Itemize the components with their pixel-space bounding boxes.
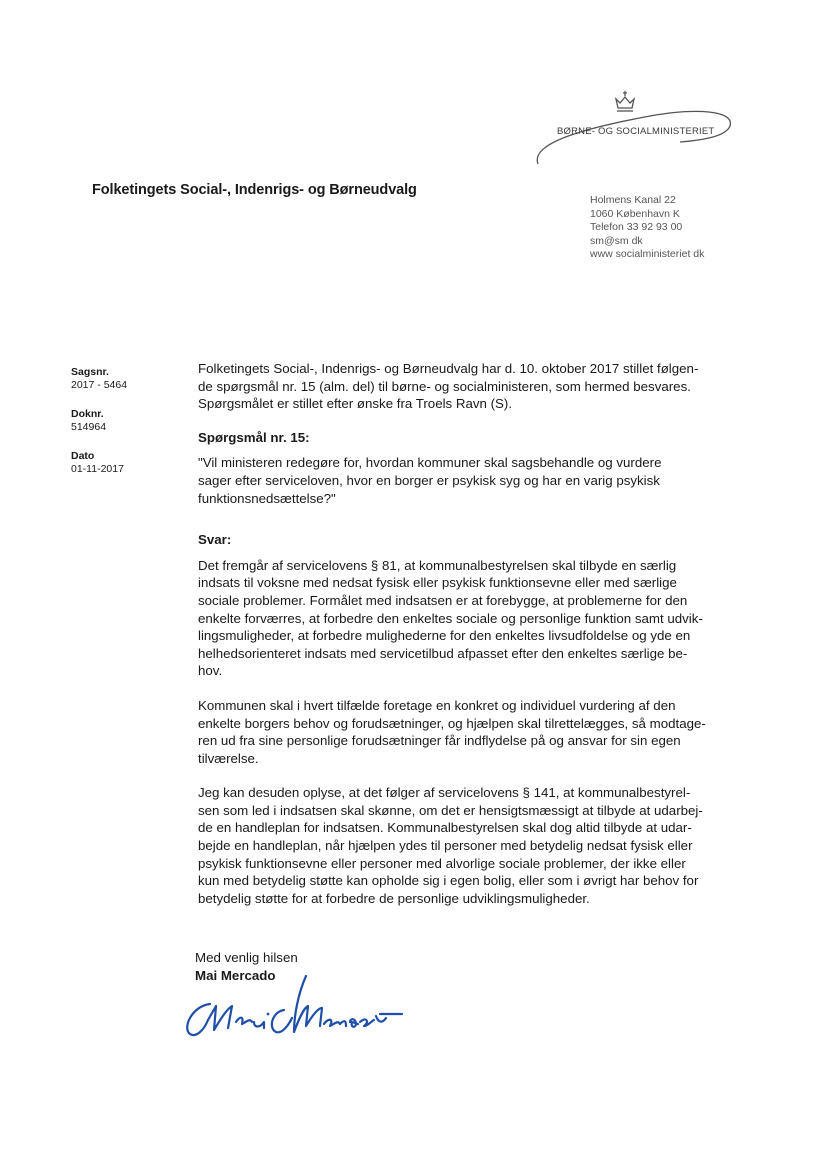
address-line: Telefon 33 92 93 00: [590, 221, 683, 233]
answer-paragraph-2: Kommunen skal i hvert tilfælde foretage en konkret og individuel vurdering af den enkelte borgers behov og forudsætninger, og hjælpen skal tilrettelægges, så modtage- ren ud fra sine personlige forudsætninger får indflydelse på og ansvar for sin egen tilværelse.: [198, 697, 706, 766]
document-number-label: Doknr.: [71, 408, 104, 420]
signature-icon: [180, 966, 405, 1046]
signer-name: Mai Mercado: [195, 967, 276, 983]
address-line: 1060 København K: [590, 207, 680, 220]
intro-paragraph: Folketingets Social-, Indenrigs- og Børneudvalg har d. 10. oktober 2017 stillet følgen- de spørgsmål nr. 15 (alm. del) til børne- og socialministeren, som hermed besvares. Spørgsmålet er stillet efter ønske fra Troels Ravn (S).: [198, 361, 699, 412]
recipient-committee: Folketingets Social-, Indenrigs- og Børneudvalg: [92, 182, 417, 198]
handwritten-signature: [180, 966, 405, 1046]
address-line: Holmens Kanal 22: [590, 194, 676, 206]
address-email: sm@sm dk: [590, 234, 643, 247]
letter-body: [198, 360, 733, 924]
question-text: "Vil ministeren redegøre for, hvordan kommuner skal sagsbehandle og vurdere sager efter serviceloven, hvor en borger er psykisk syg og har en varig psykisk funktionsnedsættelse?": [198, 455, 662, 506]
case-number-value: 2017 - 5464: [71, 379, 128, 391]
date-label: Dato: [71, 450, 95, 462]
case-metadata: [71, 366, 181, 492]
answer-heading: Svar:: [198, 532, 232, 548]
document-number-value: 514964: [71, 421, 107, 433]
question-heading: Spørgsmål nr. 15:: [198, 429, 310, 445]
ministry-address: [590, 194, 790, 262]
date-value: 01-11-2017: [71, 463, 124, 475]
ministry-logo: [530, 88, 735, 173]
answer-paragraph-3: Jeg kan desuden oplyse, at det følger af servicelovens § 141, at kommunalbestyrel- sen som led i indsatsen skal skønne, om det er hensigtsmæssigt at tilbyde at udarbej- de en handleplan for indsatsen. Kommunalbestyrelsen skal dog altid tilbyde at udar- bejde en handleplan, når hjælpen ydes til personer med betydelig nedsat fysisk eller psykisk funktionsevne eller personer med alvorlige sociale problemer, der ikke eller kun med betydelig støtte kan opholde sig i egen bolig, eller som i øvrigt har behov for betydelig støtte for at forbedre de personlige udviklingsmuligheder.: [198, 785, 703, 906]
closing-greeting: Med venlig hilsen: [195, 950, 298, 965]
case-number-label: Sagsnr.: [71, 366, 109, 378]
answer-paragraph-1: Det fremgår af servicelovens § 81, at kommunalbestyrelsen skal tilbyde en særlig indsats til voksne med nedsat fysisk eller psykisk funktionsevne eller med særlige sociale problemer. Formålet med indsatsen er at forebygge, at problemerne for den enkelte forværres, at forbedre den enkeltes sociale og personlige funktion samt udvik- lingsmuligheder, at forbedre mulighederne for den enkeltes livsudfoldelse og yde en helhedsorienteret indsats med servicetilbud afpasset efter den enkeltes særlige be- hov.: [198, 557, 703, 679]
address-website: www socialministeriet dk: [590, 248, 705, 260]
ministry-name: BØRNE- OG SOCIALMINISTERIET: [557, 126, 715, 137]
